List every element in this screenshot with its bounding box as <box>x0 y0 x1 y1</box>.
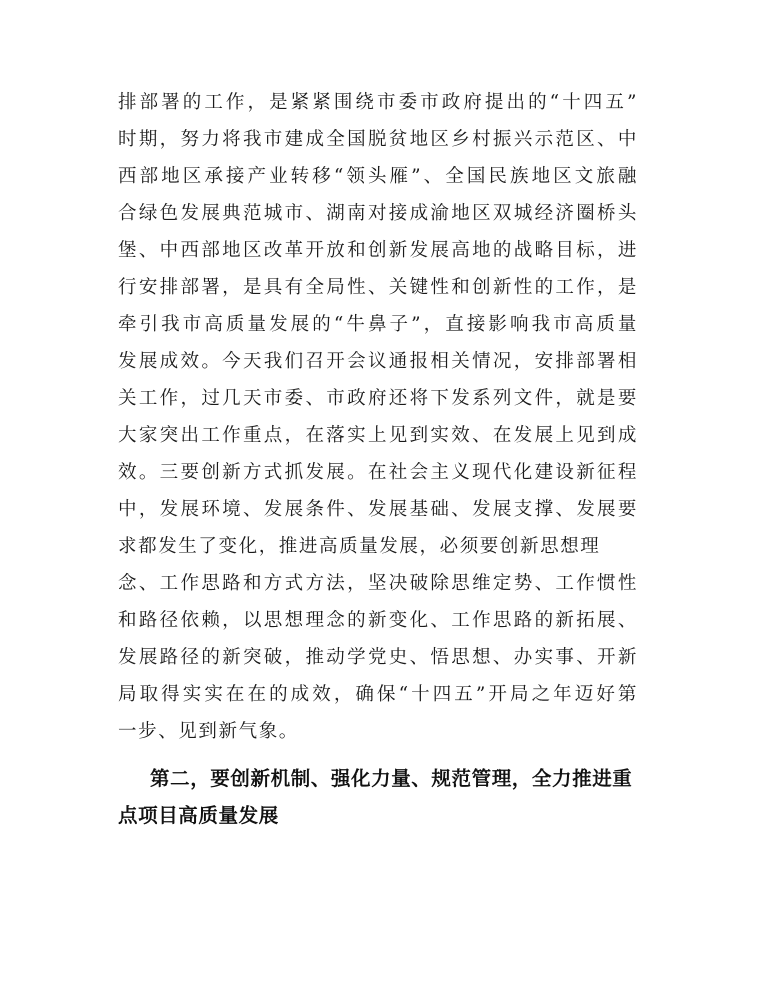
paragraph-line: 和路径依赖，以思想理念的新变化、工作思路的新拓展、 <box>118 610 638 631</box>
paragraph-line: 时期，努力将我市建成全国脱贫地区乡村振兴示范区、中 <box>118 129 638 150</box>
heading-line: 点项目高质量发展 <box>118 804 279 827</box>
paragraph-line: 关工作，过几天市委、市政府还将下发系列文件，就是要 <box>118 388 638 409</box>
paragraph-line: 求都发生了变化，推进高质量发展，必须要创新思想理 <box>118 536 601 557</box>
paragraph-line: 堡、中西部地区改革开放和创新发展高地的战略目标，进 <box>118 240 638 261</box>
paragraph-line: 发展路径的新突破，推动学党史、悟思想、办实事、开新 <box>118 647 638 668</box>
paragraph-line: 中，发展环境、发展条件、发展基础、发展支撑、发展要 <box>118 499 638 520</box>
paragraph-line: 行安排部署，是具有全局性、关键性和创新性的工作，是 <box>118 277 638 298</box>
paragraph-line: 合绿色发展典范城市、湖南对接成渝地区双城经济圈桥头 <box>118 203 638 224</box>
paragraph-line: 发展成效。今天我们召开会议通报相关情况，安排部署相 <box>118 351 638 372</box>
paragraph-line: 大家突出工作重点，在落实上见到实效、在发展上见到成 <box>118 425 638 446</box>
paragraph-line: 西部地区承接产业转移“领头雁”、全国民族地区文旅融 <box>118 166 638 187</box>
paragraph-line: 牵引我市高质量发展的“牛鼻子”，直接影响我市高质量 <box>118 314 638 335</box>
paragraph-line: 念、工作思路和方式方法，坚决破除思维定势、工作惯性 <box>118 573 638 594</box>
heading-line: 第二，要创新机制、强化力量、规范管理，全力推进重 <box>150 767 633 790</box>
paragraph-line: 局取得实实在在的成效，确保“十四五”开局之年迈好第 <box>118 684 638 705</box>
paragraph-line: 一步、见到新气象。 <box>118 721 299 742</box>
paragraph-line: 排部署的工作，是紧紧围绕市委市政府提出的“十四五” <box>118 92 638 113</box>
paragraph-line: 效。三要创新方式抓发展。在社会主义现代化建设新征程 <box>118 462 638 483</box>
